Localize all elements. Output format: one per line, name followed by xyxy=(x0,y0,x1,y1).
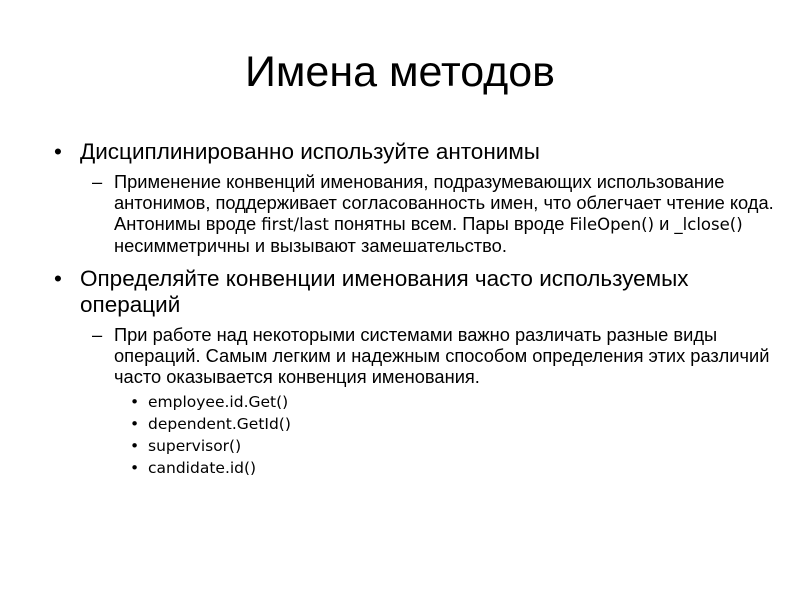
bullet-marker: • xyxy=(130,393,140,411)
sub-antonyms xyxy=(92,171,774,256)
example-text: candidate.id() xyxy=(148,459,257,477)
code-lclose: _lclose() xyxy=(674,215,743,234)
bullet-marker: • xyxy=(54,139,62,164)
dash-marker: – xyxy=(92,324,103,345)
bullet-marker: • xyxy=(130,415,140,433)
example-text: employee.id.Get() xyxy=(148,393,289,411)
bullet-marker: • xyxy=(130,437,140,455)
sub-antonyms-text-a: Применение конвенций именования, подразумевающих использование антонимов, поддерживает согласованность имен, что облегчает чтение кода. Антонимы вроде xyxy=(114,171,774,234)
example-item xyxy=(130,413,774,435)
slide-title: Имена методов xyxy=(244,48,556,96)
example-item xyxy=(130,457,774,479)
example-item xyxy=(130,435,774,457)
example-item xyxy=(130,391,774,413)
bullet-antonyms-text: Дисциплинированно используйте антонимы xyxy=(80,139,540,164)
sub-conventions xyxy=(92,324,774,387)
slide-content xyxy=(54,139,774,479)
code-fileopen: FileOpen() xyxy=(569,215,655,234)
bullet-antonyms xyxy=(54,139,774,165)
bullet-conventions-text: Определяйте конвенции именования часто используемых операций xyxy=(80,266,689,317)
bullet-conventions xyxy=(54,266,774,318)
dash-marker: – xyxy=(92,171,103,192)
sub-antonyms-text-b: понятны всем. Пары вроде xyxy=(328,213,570,234)
example-text: dependent.GetId() xyxy=(148,415,291,433)
sub-antonyms-text-d: несимметричны и вызывают замешательство. xyxy=(114,235,507,256)
sub-conventions-text: При работе над некоторыми системами важно различать разные виды операций. Самым легким и надежным способом определения этих различий часто оказывается конвенция именования. xyxy=(114,324,770,387)
example-text: supervisor() xyxy=(148,437,242,455)
bullet-marker: • xyxy=(54,266,62,291)
bullet-marker: • xyxy=(130,459,140,477)
sub-antonyms-text-c: и xyxy=(654,213,675,234)
examples-list xyxy=(54,391,774,479)
code-first-last: first/last xyxy=(261,215,329,234)
